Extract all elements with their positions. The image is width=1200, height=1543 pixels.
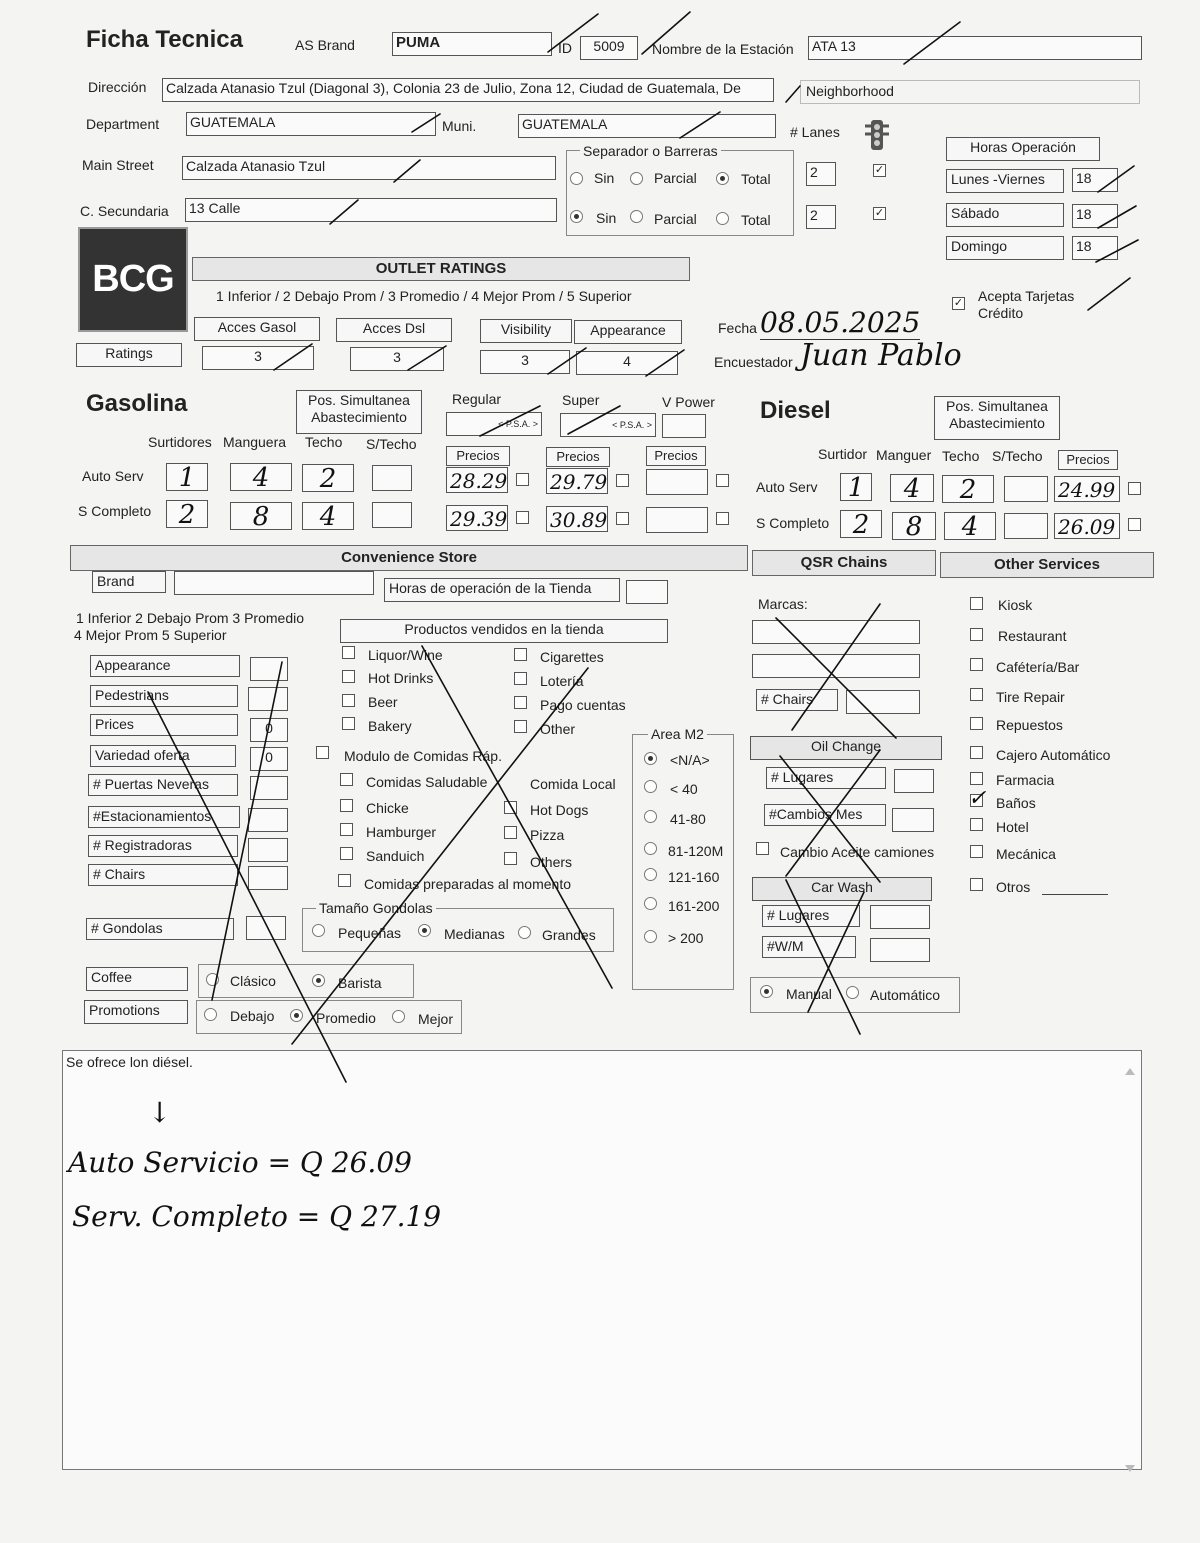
secundaria-label: C. Secundaria [80,203,169,219]
puertas-neveras-label: # Puertas Neveras [88,774,238,796]
medianas-radio[interactable] [418,924,431,937]
sep1-parcial-radio[interactable] [630,172,643,185]
promedio-radio[interactable] [290,1009,303,1022]
clasico-radio[interactable] [206,973,219,986]
notes-textarea[interactable] [62,1050,1142,1470]
area-41-80-radio[interactable] [644,810,657,823]
sep1-total-radio[interactable] [716,172,729,185]
manual-radio[interactable] [760,985,773,998]
cigarettes-label: Cigarettes [540,649,604,665]
area-m2-group [632,734,734,990]
encuestador-label: Encuestador [714,354,793,370]
cambio-aceite-label: Cambio Aceite camiones [780,844,935,860]
store-appearance-field[interactable] [250,657,288,681]
marcas-field-1[interactable] [752,620,920,644]
mejor-radio[interactable] [392,1010,405,1023]
gondolas-label: # Gondolas [86,918,234,940]
acces-gasol-label: Acces Gasol [194,317,320,341]
pedestrians-label: Pedestrians [90,685,238,707]
sep2-total-label: Total [741,212,771,228]
oil-cambios-label: #Cambios Mes [764,804,886,826]
oil-lugares-field[interactable] [894,769,934,793]
acces-dsl-field[interactable]: 3 [350,347,444,371]
wm-label: #W/M [762,936,856,958]
diesel-auto-manguer[interactable]: 4 [890,474,934,502]
station-label: Nombre de la Estación [652,41,794,57]
promotions-label: Promotions [84,1000,188,1024]
gasolina-pos-label: Pos. Simultanea Abastecimiento [296,390,422,434]
horas-title: Horas Operación [946,137,1100,161]
prices-label: Prices [90,714,238,736]
hamburger-label: Hamburger [366,824,437,840]
manguera-header: Manguera [223,434,287,450]
area-81-120-label: 81-120M [668,843,724,859]
store-scale-2: 4 Mejor Prom 5 Superior [74,627,227,643]
horas-dom-label: Domingo [946,236,1064,260]
qsr-chairs-field[interactable] [846,690,920,714]
kiosk-label: Kiosk [998,597,1033,613]
chicke-checkbox[interactable] [340,799,353,812]
other-product-checkbox[interactable] [514,720,527,733]
area-na-label: <N/A> [670,752,710,768]
sep2-parcial-label: Parcial [654,211,697,227]
mecanica-checkbox[interactable] [970,845,983,858]
variedad-field[interactable]: 0 [250,747,288,771]
muni-label: Muni. [442,118,477,134]
ratings-scale: 1 Inferior / 2 Debajo Prom / 3 Promedio / 4 Mejor Prom / 5 Superior [216,288,632,304]
fecha-label: Fecha [718,320,757,336]
regular-psa-field[interactable]: < P.S.A. > [446,412,542,436]
notes-scrollbar[interactable] [1120,1062,1140,1472]
diesel-techo-header: Techo [942,448,980,464]
bakery-checkbox[interactable] [342,717,355,730]
neighborhood-field[interactable] [800,80,1140,104]
pen-slash [786,86,800,102]
tire-repair-label: Tire Repair [996,689,1065,705]
diesel-auto-price[interactable]: 24.99 [1054,476,1120,502]
marcas-label: Marcas: [758,596,808,612]
other-product-label: Other [540,721,576,737]
diesel-auto-surtidor[interactable]: 1 [840,473,872,501]
gas-auto-vpower-price[interactable] [646,469,708,495]
diesel-pos-label: Pos. Simultanea Abastecimiento [934,396,1060,440]
estacionamientos-label: #Estacionamientos [88,806,240,828]
oil-cambios-field[interactable] [892,808,934,832]
saludable-checkbox[interactable] [340,773,353,786]
promedio-label: Promedio [316,1010,376,1026]
banos-label: Baños [996,795,1036,811]
regular-label: Regular [452,391,502,407]
area-41-80-label: 41-80 [670,811,706,827]
oil-lugares-label: # Lugares [766,767,886,789]
prices-field[interactable]: 0 [250,718,288,742]
coffee-label: Coffee [86,967,188,991]
otros-line[interactable] [1042,894,1108,895]
techo-header: Techo [305,434,343,450]
acces-gasol-field[interactable]: 3 [202,346,314,370]
otros-label: Otros [996,879,1031,895]
beer-label: Beer [368,694,398,710]
lanes-row2-checkbox[interactable]: ✓ [874,207,885,219]
otros-checkbox[interactable] [970,878,983,891]
area-161-200-label: 161-200 [668,898,720,914]
chicke-label: Chicke [366,800,409,816]
gas-auto-vpower-check[interactable] [716,474,729,487]
direccion-field[interactable]: Calzada Atanasio Tzul (Diagonal 3), Colonia 23 de Julio, Zona 12, Ciudad de Guatemala, De [162,78,774,102]
modulo-comidas-label: Modulo de Comidas Ráp. [344,748,502,764]
hotdogs-label: Hot Dogs [530,802,589,818]
pequenas-radio[interactable] [312,924,325,937]
pago-cuentas-checkbox[interactable] [514,696,527,709]
gas-scomp-super-price[interactable]: 30.89 [546,506,608,532]
gas-auto-surtidores[interactable]: 1 [166,463,208,491]
diesel-auto-techo[interactable]: 2 [942,475,994,503]
surtidores-header: Surtidores [148,434,212,450]
store-chairs-label: # Chairs [88,864,238,886]
scroll-down-icon[interactable] [1125,1465,1135,1472]
gas-auto-regular-check[interactable] [516,473,529,486]
encuestador-value[interactable]: Juan Pablo [800,338,962,373]
separador-title: Separador o Barreras [580,143,721,159]
manual-label: Manual [786,986,832,1002]
area-81-120-radio[interactable] [644,842,657,855]
secundaria-field[interactable]: 13 Calle [185,198,557,222]
sep2-sin-label: Sin [596,210,617,226]
modulo-comidas-checkbox[interactable] [316,746,329,759]
fecha-value[interactable]: 08.05.2025 [760,306,921,339]
lanes-label: # Lanes [790,124,840,140]
diesel-auto-check[interactable] [1128,482,1141,495]
area-161-200-radio[interactable] [644,897,657,910]
pizza-label: Pizza [530,827,565,843]
bakery-label: Bakery [368,718,412,734]
sep2-sin-radio[interactable] [570,210,583,223]
area-121-160-label: 121-160 [668,869,720,885]
notes-handwritten-line-1: Auto Servicio = Q 26.09 [68,1146,412,1179]
horas-lv-field[interactable]: 18 [1072,168,1118,192]
barista-radio[interactable] [312,974,325,987]
cigarettes-checkbox[interactable] [514,648,527,661]
loteria-label: Lotería [540,673,584,689]
acepta-checkbox[interactable]: ✓ [953,297,964,309]
brand-field[interactable]: PUMA [392,32,552,56]
others-food-label: Others [530,854,573,870]
lanes-row1-checkbox[interactable]: ✓ [874,164,885,176]
registradoras-field[interactable] [248,838,288,862]
main-street-label: Main Street [82,157,154,173]
hotdrinks-checkbox[interactable] [342,670,355,683]
gas-auto-manguera[interactable]: 4 [230,463,292,491]
horas-sab-field[interactable]: 18 [1072,204,1118,228]
debajo-label: Debajo [230,1008,275,1024]
sanduich-label: Sanduich [366,848,425,864]
cw-lugares-label: # Lugares [762,905,860,927]
vpower-label: V Power [662,394,715,410]
pizza-checkbox[interactable] [504,826,517,839]
hamburger-checkbox[interactable] [340,823,353,836]
cafeteria-checkbox[interactable] [970,658,983,671]
super-precios-header: Precios [546,447,610,467]
diesel-scomp-surtidor[interactable]: 2 [840,510,882,538]
gas-scomp-regular-price[interactable]: 29.39 [446,505,508,531]
store-brand-field[interactable] [174,571,374,595]
mejor-label: Mejor [418,1011,454,1027]
automatico-radio[interactable] [846,986,859,999]
appearance-rating-label: Appearance [574,320,682,344]
area-m2-title: Area M2 [648,726,707,742]
sep1-total-label: Total [741,171,771,187]
liquor-label: Liquor/Wine [368,647,443,663]
gas-scomp-vpower-price[interactable] [646,507,708,533]
sep1-parcial-label: Parcial [654,170,697,186]
vpower-precios-header: Precios [646,446,706,466]
comidas-preparadas-label: Comidas preparadas al momento [364,876,571,892]
diesel-manguer-header: Manguer [876,447,932,463]
scroll-up-icon[interactable] [1125,1068,1135,1075]
main-street-field[interactable]: Calzada Atanasio Tzul [182,156,556,180]
cafeteria-label: Cafétería/Bar [996,659,1080,675]
sep2-parcial-radio[interactable] [630,210,643,223]
qsr-chairs-label: # Chairs [756,689,838,711]
store-chairs-field[interactable] [248,866,288,890]
stecho-header: S/Techo [366,436,417,452]
acces-dsl-label: Acces Dsl [336,318,452,342]
hotdogs-checkbox[interactable] [504,801,517,814]
direccion-label: Dirección [88,79,147,95]
restaurant-checkbox[interactable] [970,628,983,641]
form-title: Ficha Tecnica [86,26,243,53]
saludable-label: Comidas Saludable [366,774,488,790]
area-40-label: < 40 [670,781,698,797]
horas-sab-label: Sábado [946,203,1064,227]
diesel-title: Diesel [760,397,831,424]
estacionamientos-field[interactable] [248,808,288,832]
hotel-checkbox[interactable] [970,818,983,831]
pago-cuentas-label: Pago cuentas [540,697,626,713]
neighborhood-label: Neighborhood [806,83,894,99]
other-services-header: Other Services [940,552,1154,578]
debajo-radio[interactable] [204,1008,217,1021]
kiosk-checkbox[interactable] [970,597,983,610]
notes-arrow: ↓ [148,1096,172,1129]
diesel-scomp-techo[interactable]: 4 [944,512,996,540]
hotdrinks-label: Hot Drinks [368,670,434,686]
visibility-field[interactable]: 3 [480,350,570,374]
gas-auto-super-check[interactable] [616,474,629,487]
notes-handwritten-line-2: Serv. Completo = Q 27.19 [72,1200,442,1233]
outlet-ratings-header: OUTLET RATINGS [192,257,690,281]
store-scale-1: 1 Inferior 2 Debajo Prom 3 Promedio [76,610,304,626]
farmacia-checkbox[interactable] [970,772,983,785]
pedestrians-field[interactable] [248,687,288,711]
traffic-light-icon [862,118,892,154]
repuestos-checkbox[interactable] [970,717,983,730]
store-horas-field[interactable] [626,580,668,604]
gas-auto-stecho[interactable] [372,465,412,491]
registradoras-label: # Registradoras [88,835,238,857]
hotel-label: Hotel [996,819,1029,835]
regular-precios-header: Precios [446,446,510,466]
diesel-scomp-manguer[interactable]: 8 [892,512,936,540]
gas-scomp-label: S Completo [78,503,152,519]
gas-scomp-techo[interactable]: 4 [302,502,354,530]
area-121-160-radio[interactable] [644,868,657,881]
visibility-label: Visibility [480,319,572,343]
tamano-gondolas-title: Tamaño Gondolas [316,900,436,916]
brand-label: AS Brand [295,37,355,53]
banos-handwritten-check: ✓ [968,786,987,811]
qsr-chains-header: QSR Chains [752,550,936,576]
convenience-store-header: Convenience Store [70,545,748,571]
gas-scomp-regular-check[interactable] [516,511,529,524]
gas-scomp-surtidores[interactable]: 2 [166,500,208,528]
acepta-label: Acepta Tarjetas Crédito [978,288,1075,321]
lanes-row2-field[interactable]: 2 [806,205,836,229]
bcg-logo: BCG [78,227,188,332]
diesel-scomp-check[interactable] [1128,518,1141,531]
restaurant-label: Restaurant [998,628,1067,644]
variedad-label: Variedad oferta [90,745,236,767]
station-field[interactable]: ATA 13 [808,36,1142,60]
comida-local-label: Comida Local [530,776,616,792]
comidas-preparadas-checkbox[interactable] [338,874,351,887]
beer-checkbox[interactable] [342,694,355,707]
gas-auto-techo[interactable]: 2 [302,464,354,492]
area-200-radio[interactable] [644,930,657,943]
horas-lv-label: Lunes -Viernes [946,169,1064,193]
area-200-label: > 200 [668,930,704,946]
cajero-checkbox[interactable] [970,746,983,759]
store-appearance-label: Appearance [90,655,240,677]
gasolina-title: Gasolina [86,390,188,417]
diesel-scomp-stecho[interactable] [1004,513,1048,539]
marcas-field-2[interactable] [752,654,920,678]
lanes-row1-field[interactable]: 2 [806,162,836,186]
cambio-aceite-checkbox[interactable] [756,842,769,855]
gas-scomp-vpower-check[interactable] [716,512,729,525]
gas-scomp-manguera[interactable]: 8 [230,502,292,530]
id-label: ID [558,40,572,56]
gas-scomp-super-check[interactable] [616,512,629,525]
id-field[interactable]: 5009 [580,36,638,60]
notes-text: Se ofrece lon diésel. [66,1054,193,1070]
muni-field[interactable]: GUATEMALA [518,114,776,138]
wm-field[interactable] [870,938,930,962]
store-horas-label: Horas de operación de la Tienda [384,578,620,602]
diesel-stecho-header: S/Techo [992,448,1043,464]
area-40-radio[interactable] [644,780,657,793]
mecanica-label: Mecánica [996,846,1056,862]
diesel-scomp-label: S Completo [756,515,830,531]
gondolas-field[interactable] [246,916,286,940]
productos-header: Productos vendidos en la tienda [340,619,668,643]
liquor-checkbox[interactable] [342,646,355,659]
super-label: Super [562,392,600,408]
automatico-label: Automático [870,987,941,1003]
department-field[interactable]: GUATEMALA [186,112,436,136]
repuestos-label: Repuestos [996,717,1063,733]
grandes-radio[interactable] [518,926,531,939]
area-na-radio[interactable] [644,752,657,765]
diesel-surtidor-header: Surtidor [818,446,868,462]
car-wash-header: Car Wash [752,877,932,901]
sep1-sin-label: Sin [594,170,615,186]
cw-lugares-field[interactable] [870,905,930,929]
oil-change-header: Oil Change [750,736,942,760]
store-brand-label: Brand [92,571,166,593]
diesel-auto-stecho[interactable] [1004,476,1048,502]
gas-auto-regular-price[interactable]: 28.29 [446,467,508,493]
sep1-sin-radio[interactable] [570,172,583,185]
medianas-label: Medianas [444,926,505,942]
puertas-neveras-field[interactable] [250,776,288,800]
farmacia-label: Farmacia [996,772,1055,788]
diesel-auto-label: Auto Serv [756,479,818,495]
tire-repair-checkbox[interactable] [970,688,983,701]
ratings-row-label: Ratings [76,343,182,367]
gas-auto-label: Auto Serv [82,468,144,484]
vpower-psa-field[interactable] [662,414,706,438]
barista-label: Barista [338,975,382,991]
sanduich-checkbox[interactable] [340,847,353,860]
pequenas-label: Pequeñas [338,925,402,941]
diesel-scomp-price[interactable]: 26.09 [1054,513,1120,539]
appearance-rating-field[interactable]: 4 [576,351,678,375]
horas-dom-field[interactable]: 18 [1072,236,1118,260]
grandes-label: Grandes [542,927,596,943]
gas-scomp-stecho[interactable] [372,502,412,528]
gas-auto-super-price[interactable]: 29.79 [546,468,608,494]
sep2-total-radio[interactable] [716,212,729,225]
others-food-checkbox[interactable] [504,852,517,865]
diesel-precios-header: Precios [1058,450,1118,470]
super-psa-field[interactable]: < P.S.A. > [560,413,656,437]
cajero-label: Cajero Automático [996,747,1111,763]
loteria-checkbox[interactable] [514,672,527,685]
department-label: Department [86,116,160,132]
clasico-label: Clásico [230,973,276,989]
